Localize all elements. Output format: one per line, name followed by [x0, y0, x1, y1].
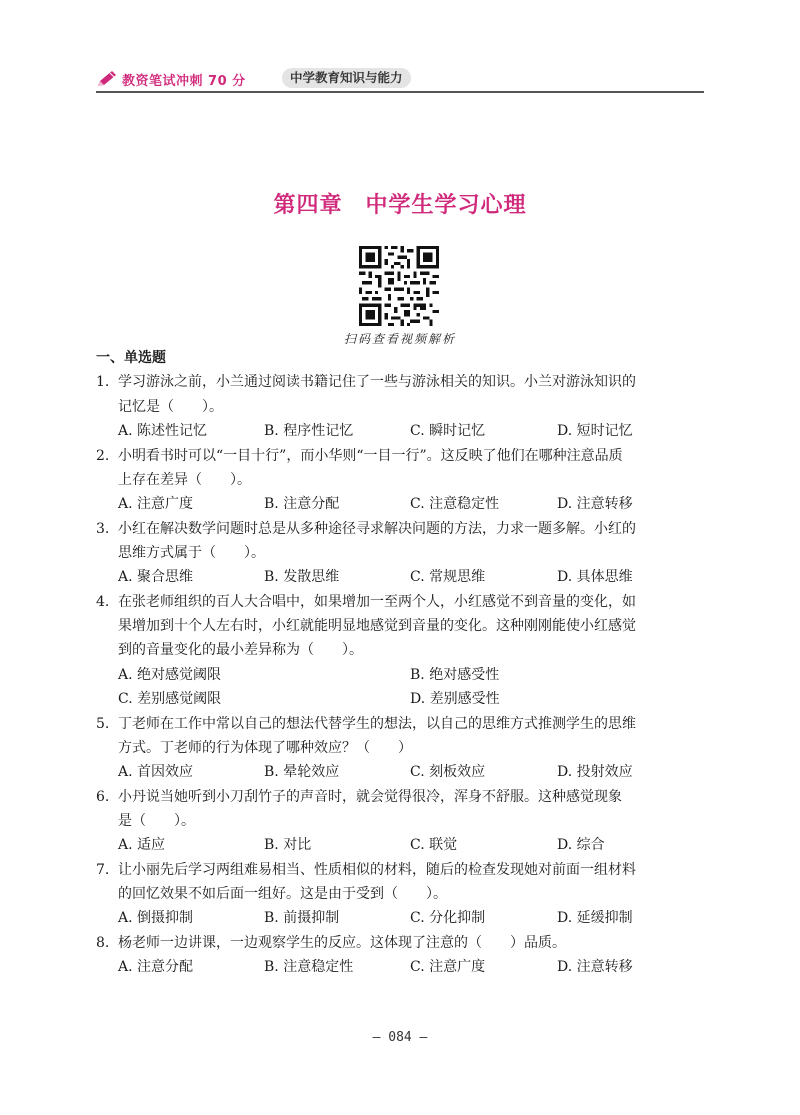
option-c[interactable]: C. 分化抑制	[410, 910, 486, 926]
subject-badge: 中学教育知识与能力	[282, 68, 411, 88]
question-stem-line: 丁老师在工作中常以自己的想法代替学生的想法，以自己的思维方式推测学生的思维	[118, 716, 636, 732]
option-c[interactable]: C. 差别感觉阈限	[118, 691, 222, 707]
option-d[interactable]: D. 具体思维	[557, 569, 633, 585]
option-d[interactable]: D. 短时记忆	[557, 423, 633, 439]
running-header	[96, 68, 704, 90]
option-b[interactable]: B. 程序性记忆	[264, 423, 354, 439]
option-c[interactable]: C. 刻板效应	[410, 764, 486, 780]
option-d[interactable]: D. 综合	[557, 837, 605, 853]
option-a[interactable]: A. 绝对感觉阈限	[118, 667, 222, 683]
option-b[interactable]: B. 晕轮效应	[264, 764, 340, 780]
question-number: 5.	[96, 716, 110, 732]
question-stem-line: 小丹说当她听到小刀刮竹子的声音时，就会觉得很冷，浑身不舒服。这种感觉现象	[118, 789, 622, 805]
question-stem-line: 方式。丁老师的行为体现了哪种效应？（ ）	[118, 740, 412, 756]
question-stem-line: 上存在差异（ ）。	[118, 472, 251, 488]
question-stem-line: 在张老师组织的百人大合唱中，如果增加一至两个人，小红感觉不到音量的变化，如	[118, 594, 636, 610]
option-b[interactable]: B. 对比	[264, 837, 312, 853]
question-number: 6.	[96, 789, 110, 805]
option-c[interactable]: C. 常规思维	[410, 569, 486, 585]
question-stem-line: 小明看书时可以“一目十行”，而小华则“一目一行”。这反映了他们在哪种注意品质	[118, 448, 623, 464]
question-number: 1.	[96, 374, 110, 390]
question-stem-line: 到的音量变化的最小差异称为（ ）。	[118, 642, 363, 658]
question-stem-line: 果增加到十个人左右时，小红就能明显地感觉到音量的变化。这种刚刚能使小红感觉	[118, 618, 636, 634]
option-b[interactable]: B. 发散思维	[264, 569, 340, 585]
pencil-icon	[96, 70, 118, 88]
option-b[interactable]: B. 注意分配	[264, 496, 340, 512]
qr-code-icon[interactable]	[359, 246, 439, 326]
option-a[interactable]: A. 聚合思维	[118, 569, 194, 585]
option-c[interactable]: C. 注意广度	[410, 959, 486, 975]
option-c[interactable]: C. 注意稳定性	[410, 496, 500, 512]
question-number: 3.	[96, 521, 110, 537]
option-a[interactable]: A. 注意分配	[118, 959, 194, 975]
question-stem-line: 思维方式属于（ ）。	[118, 545, 265, 561]
question-stem-line: 小红在解决数学问题时总是从多种途径寻求解决问题的方法，力求一题多解。小红的	[118, 521, 636, 537]
qr-caption: 扫码查看视频解析	[343, 332, 456, 346]
question-stem-line: 让小丽先后学习两组难易相当、性质相似的材料，随后的检查发现她对前面一组材料	[118, 862, 636, 878]
question-stem-line: 学习游泳之前，小兰通过阅读书籍记住了一些与游泳相关的知识。小兰对游泳知识的	[118, 374, 636, 390]
option-a[interactable]: A. 适应	[118, 837, 166, 853]
option-d[interactable]: D. 延缓抑制	[557, 910, 633, 926]
question-number: 4.	[96, 594, 110, 610]
option-d[interactable]: D. 差别感受性	[410, 691, 500, 707]
question-number: 8.	[96, 935, 110, 951]
option-c[interactable]: C. 瞬时记忆	[410, 423, 486, 439]
option-a[interactable]: A. 陈述性记忆	[118, 423, 208, 439]
question-stem-line: 杨老师一边讲课，一边观察学生的反应。这体现了注意的（ ）品质。	[118, 935, 566, 951]
question-stem-line: 记忆是（ ）。	[118, 399, 223, 415]
option-b[interactable]: B. 注意稳定性	[264, 959, 354, 975]
question-number: 7.	[96, 862, 110, 878]
question-number: 2.	[96, 448, 110, 464]
page-number: – 084 –	[372, 1030, 428, 1045]
question-stem-line: 是（ ）。	[118, 813, 195, 829]
option-d[interactable]: D. 注意转移	[557, 496, 633, 512]
book-brand: 教资笔试冲刺 70 分	[122, 74, 246, 89]
option-b[interactable]: B. 前摄抑制	[264, 910, 340, 926]
option-b[interactable]: B. 绝对感受性	[410, 667, 500, 683]
option-a[interactable]: A. 注意广度	[118, 496, 194, 512]
option-a[interactable]: A. 倒摄抑制	[118, 910, 194, 926]
header-divider	[96, 91, 704, 93]
option-c[interactable]: C. 联觉	[410, 837, 458, 853]
chapter-title: 第四章 中学生学习心理	[273, 192, 527, 218]
option-a[interactable]: A. 首因效应	[118, 764, 194, 780]
section-title: 一、单选题	[96, 350, 166, 366]
option-d[interactable]: D. 投射效应	[557, 764, 633, 780]
option-d[interactable]: D. 注意转移	[557, 959, 633, 975]
question-stem-line: 的回忆效果不如后面一组好。这是由于受到（ ）。	[118, 886, 447, 902]
